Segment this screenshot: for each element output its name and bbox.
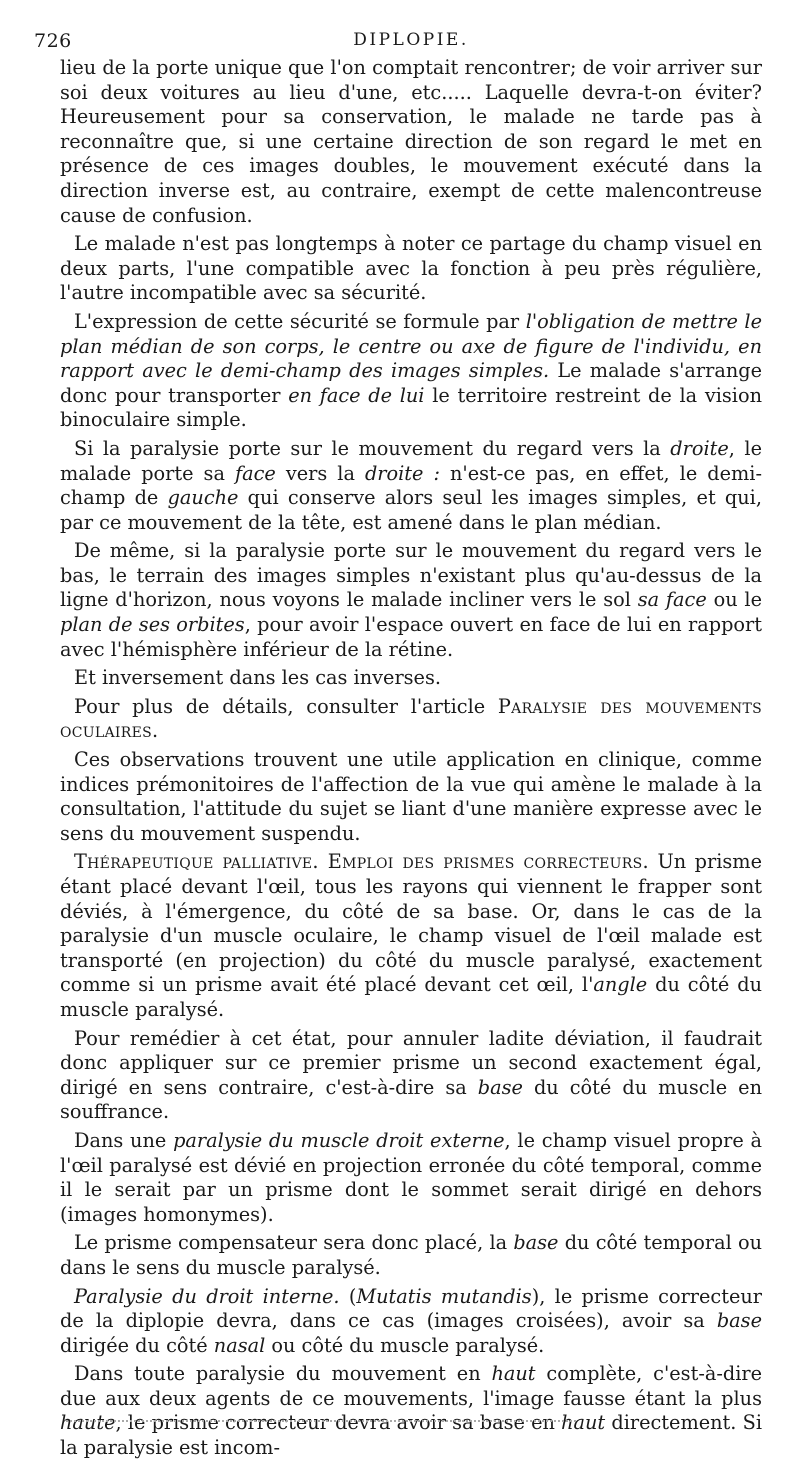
paragraph-4 <box>60 539 762 662</box>
text-run: ( <box>339 1284 357 1308</box>
text-run: Pour plus de détails, consulter l'article <box>74 694 498 718</box>
italic-run: haut <box>561 1411 606 1435</box>
italic-run: face <box>234 461 276 485</box>
text-run: Si la paralysie porte sur le mouvement du regard vers la <box>74 436 671 460</box>
text-run: du côté temporal ou dans le sens du muscle paralysé. <box>60 1231 762 1279</box>
paragraph-1: Le malade n'est pas longtemps à noter ce partage du champ visuel en deux parts, l'une compatible avec la fonction à peu près régulière, l'autre incompatible avec sa sécurité. <box>60 232 762 305</box>
italic-run: haut <box>491 1362 536 1386</box>
italic-run: paralysie du muscle droit externe <box>173 1128 505 1152</box>
italic-run: haute <box>60 1411 116 1435</box>
page-number: 726 <box>34 30 72 52</box>
italic-run: base <box>477 1075 523 1099</box>
paragraph-6 <box>60 695 762 744</box>
italic-run: sa face <box>637 588 707 612</box>
paragraph-12 <box>60 1285 762 1359</box>
text-run: Le malade s'arrange donc pour transporter <box>60 359 762 407</box>
paragraph-3 <box>60 437 762 535</box>
paragraph-5: Et inversement dans les cas inverses. <box>74 666 441 690</box>
paragraph-2 <box>60 310 762 433</box>
italic-run: Paralysie du droit interne. <box>74 1284 340 1308</box>
italic-run: en face de lui <box>288 383 425 407</box>
italic-run: base <box>513 1231 559 1255</box>
section-heading: Thérapeutique palliative. Emploi des prismes correcteurs. <box>74 850 649 874</box>
text-run: vers la <box>275 461 365 485</box>
text-run: ou côté du muscle paralysé. <box>265 1333 545 1357</box>
italic-run: nasal <box>213 1333 266 1357</box>
bleed-through-rule <box>66 1420 576 1422</box>
italic-run: base <box>716 1309 762 1333</box>
text-run: , le prisme correcteur devra avoir sa base en <box>115 1411 562 1435</box>
paragraph-11 <box>60 1231 762 1280</box>
text-run: , le champ visuel propre à l'œil paralysé est dévié en projection erronée du côté temporal, comme il le serait par un prisme dont le sommet serait dirigé en dehors (images homonymes). <box>60 1128 762 1226</box>
paragraph-0: lieu de la porte unique que l'on comptait rencontrer; de voir arriver sur soi deux voitures au lieu d'une, etc..... Laquelle devra-t-on éviter? Heureusement pour sa conservation, le malade ne tarde pas à reconnaître que, si une certaine direction de son regard le met en présence de ces images doubles, le mouvement exécuté dans la direction inverse est, au contraire, exempt de cette malencontreuse cause de confusion. <box>60 56 762 227</box>
text-run: ), le prisme correcteur de la diplopie devra, dans ce cas (images croisées), avoir sa <box>60 1284 763 1333</box>
text-run: Le prisme compensateur sera donc placé, la <box>74 1231 514 1255</box>
text-run: qui conserve alors seul les images simples, et qui, par ce mouvement de la tête, est amené dans le plan médian. <box>60 486 762 534</box>
paragraph-7: Ces observations trouvent une utile application en clinique, comme indices prémonitoires de l'affection de la vue qui amène le malade à la consultation, l'attitude du sujet se liant d'une manière expresse avec le sens du mouvement suspendu. <box>60 748 762 845</box>
page-header <box>34 24 762 52</box>
text-run: Pour remédier à cet état, pour annuler ladite déviation, il faudrait donc appliquer sur ce premier prisme un second exactement égal, dirigé en sens contraire, c'est-à-dire sa <box>60 1026 762 1099</box>
text-run: L'expression de cette sécurité se formule par <box>74 309 526 333</box>
text-run: directement. Si la paralysie est incom- <box>60 1411 762 1460</box>
text-run: , pour avoir l'espace ouvert en face de lui en rapport avec l'hémisphère inférieur de la rétine. <box>60 613 762 661</box>
text-run: dirigée du côté <box>60 1333 214 1357</box>
text-run: ou le <box>706 588 762 612</box>
running-title: DIPLOPIE. <box>353 30 469 50</box>
paragraph-9 <box>60 1027 762 1125</box>
paragraph-13 <box>60 1362 762 1460</box>
text-run: , le malade porte sa <box>60 436 762 485</box>
paragraph-8 <box>60 850 762 1022</box>
text-run: . <box>151 719 159 743</box>
italic-run: l'obligation de mettre le plan médian de son corps, le centre ou axe de figure de l'individu, en rapport avec le demi-champ des images simples. <box>60 309 762 383</box>
italic-run: Mutatis mutandis <box>356 1284 532 1308</box>
paragraph-10 <box>60 1129 762 1227</box>
text-run: Dans une <box>74 1128 174 1152</box>
italic-run: droite : <box>364 461 440 485</box>
text-run: complète, c'est-à-dire due aux deux agents de ce mouvements, l'image fausse étant la plus <box>60 1362 762 1410</box>
text-run: Un prisme étant placé devant l'œil, tous les rayons qui viennent le frapper sont déviés, à l'émergence, du côté de sa base. Or, dans le cas de la paralysie d'un muscle oculaire, le champ visuel de l'œil malade est transporté (en projection) du côté du muscle paralysé, exactement comme si un prisme avait été placé devant cet œil, l' <box>60 850 762 997</box>
text-run: du côté du muscle en souffrance. <box>60 1075 762 1124</box>
italic-run: angle <box>593 973 648 997</box>
italic-run: gauche <box>167 486 239 510</box>
body-text <box>60 56 762 1461</box>
cross-reference: Paralysie des mouvements oculaires <box>60 694 762 743</box>
italic-run: droite <box>670 436 729 460</box>
text-run: le territoire restreint de la vision binoculaire simple. <box>60 383 762 432</box>
text-run: Dans toute paralysie du mouvement en <box>74 1362 492 1386</box>
text-run: De même, si la paralysie porte sur le mouvement du regard vers le bas, le terrain des images simples n'existant plus qu'au-dessus de la ligne d'horizon, nous voyons le malade incliner vers le sol <box>60 539 762 612</box>
text-run: du côté du muscle paralysé. <box>60 973 762 1021</box>
text-run: n'est-ce pas, en effet, le demi-champ de <box>60 461 762 510</box>
italic-run: plan de ses orbites <box>60 613 245 637</box>
